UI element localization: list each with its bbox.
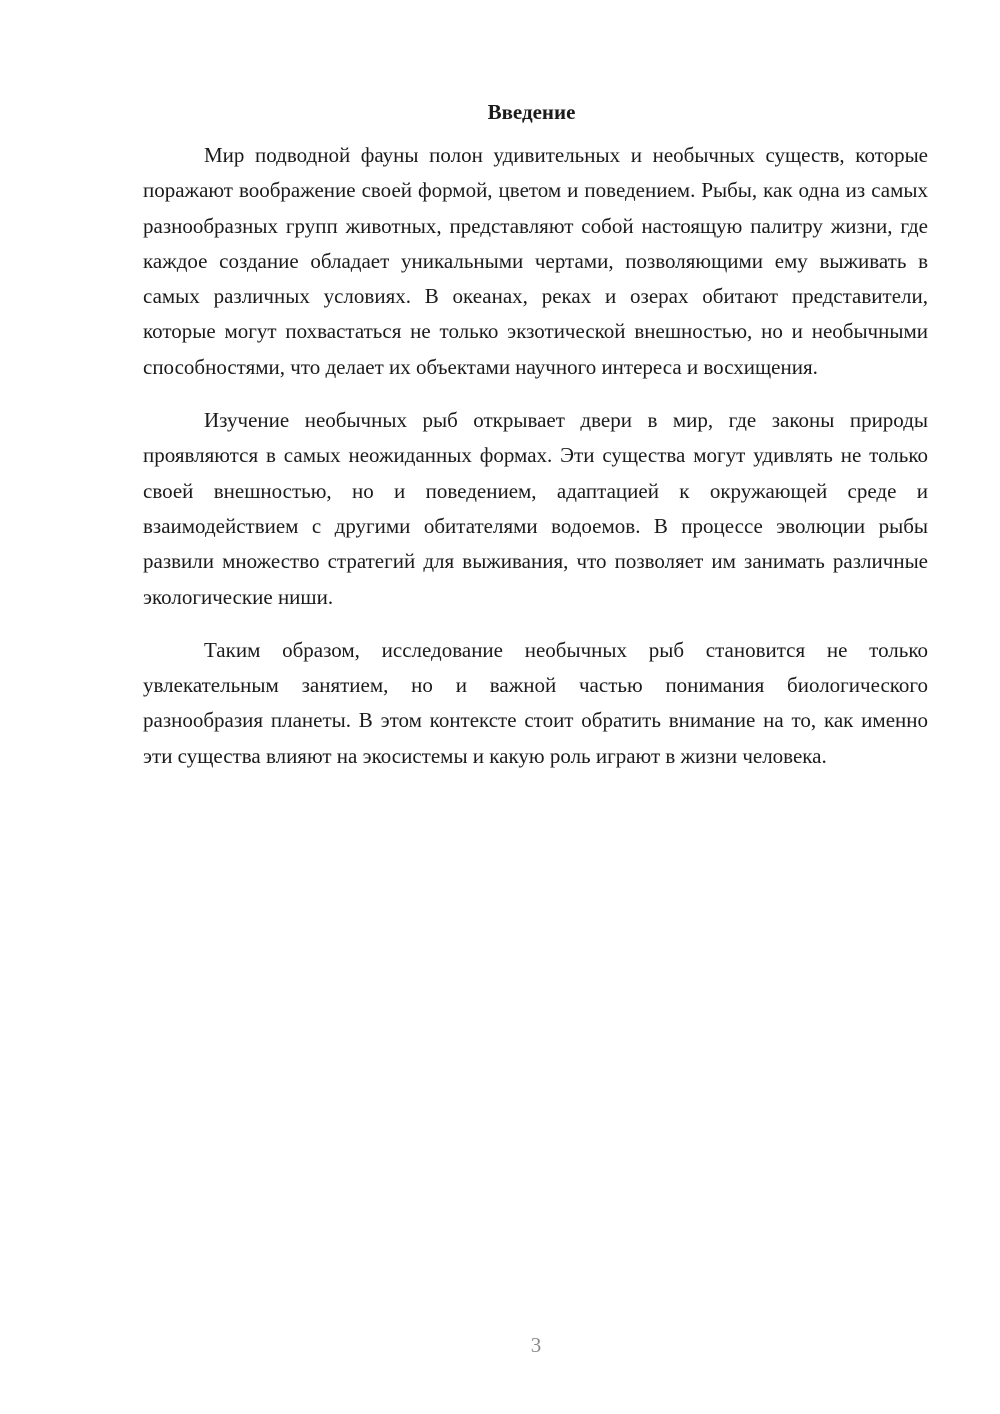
paragraph-1: Мир подводной фауны полон удивительных и необычных существ, которые поражают воображение своей формой, цветом и поведением. Рыбы, как одна из самых разнообразных групп животных, представляют собой настоящую палитру жизни, где каждое создание обладает уникальными чертами, позволяющими ему выживать в самых различных условиях. В океанах, реках и озерах обитают представители, которые могут похвастаться не только экзотической внешностью, но и необычными способностями, что делает их объектами научного интереса и восхищения. — [143, 143, 928, 379]
page-number: 3 — [530, 1333, 542, 1357]
section-heading: Введение — [487, 100, 576, 124]
page-content — [143, 96, 928, 774]
paragraph-3: Таким образом, исследование необычных рыб становится не только увлекательным занятием, но и важной частью понимания биологического разнообразия планеты. В этом контексте стоит обратить внимание на то, как именно эти существа влияют на экосистемы и какую роль играют в жизни человека. — [143, 637, 928, 768]
paragraph-2: Изучение необычных рыб открывает двери в мир, где законы природы проявляются в самых неожиданных формах. Эти существа могут удивлять не только своей внешностью, но и поведением, адаптацией к окружающей среде и взаимодействием с другими обитателями водоемов. В процессе эволюции рыбы развили множество стратегий для выживания, что позволяет им занимать различные экологические ниши. — [143, 408, 928, 609]
